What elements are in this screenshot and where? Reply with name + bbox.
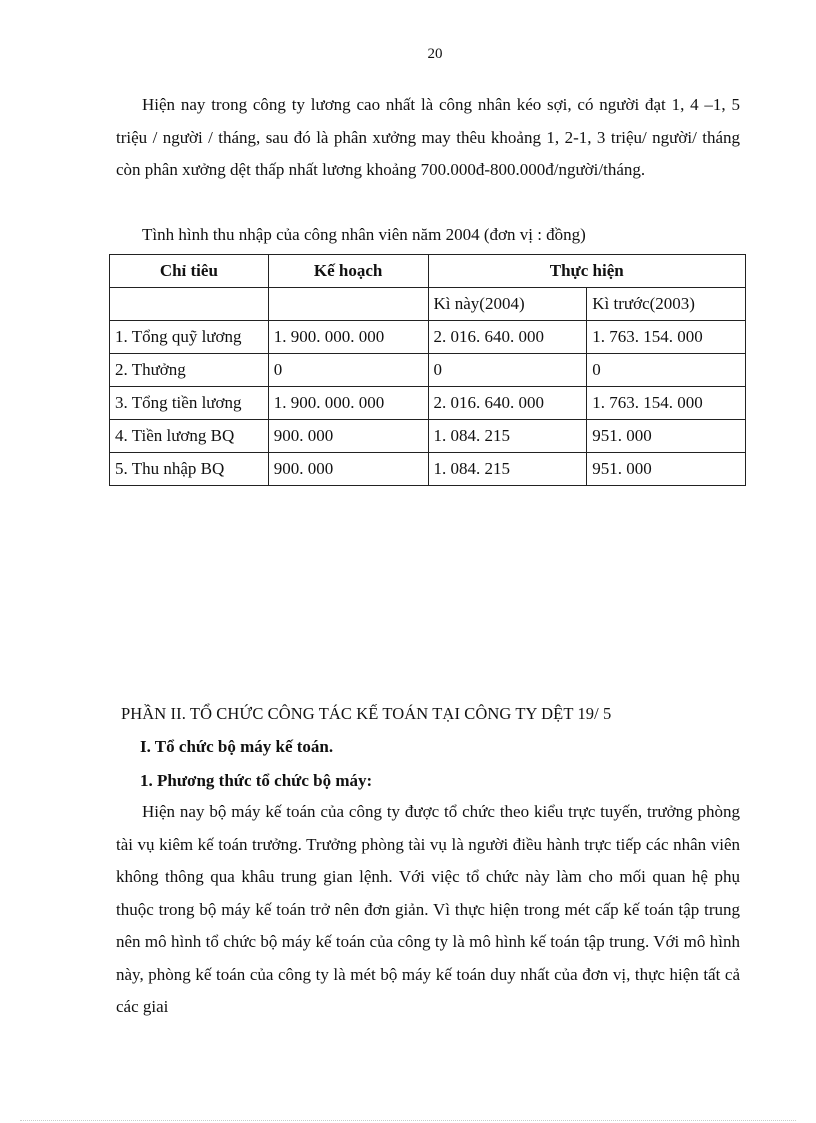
row-plan: 1. 900. 000. 000 bbox=[268, 321, 428, 354]
intro-paragraph: Hiện nay trong công ty lương cao nhất là công nhân kéo sợi, có người đạt 1, 4 –1, 5 triệu / người / tháng, sau đó là phân xưởng may thêu khoảng 1, 2-1, 3 triệu/ người/ tháng còn phân xưởng dệt thấp nhất lương khoảng 700.000đ-800.000đ/người/tháng. bbox=[116, 95, 740, 179]
table-row bbox=[110, 387, 746, 420]
table-row bbox=[110, 321, 746, 354]
row-plan: 0 bbox=[268, 354, 428, 387]
subheader-empty-2 bbox=[268, 288, 428, 321]
subsection-heading: 1. Phương thức tổ chức bộ máy: bbox=[140, 771, 373, 790]
row-previous: 951. 000 bbox=[587, 420, 746, 453]
row-indicator: 1. Tổng quỹ lương bbox=[110, 321, 269, 354]
section-heading: I. Tổ chức bộ máy kế toán. bbox=[140, 737, 334, 756]
table-row bbox=[110, 453, 746, 486]
subheader-empty-1 bbox=[110, 288, 269, 321]
row-previous: 0 bbox=[587, 354, 746, 387]
body-paragraph: Hiện nay bộ máy kế toán của công ty được tổ chức theo kiểu trực tuyến, trưởng phòng tài vụ kiêm kế toán trưởng. Trưởng phòng tài vụ là người điều hành trực tiếp các nhân viên không thông qua khâu trung gian lệnh. Với việc tổ chức này làm cho mối quan hệ phụ thuộc trong bộ máy kế toán trở nên đơn giản. Vì thực hiện trong mét cấp kế toán tập trung nên mô hình tổ chức bộ máy kế toán của công ty là mô hình kế toán tập trung. Với mô hình này, phòng kế toán của công ty là mét bộ máy kế toán duy nhất của đơn vị, thực hiện tất cả các giai bbox=[116, 802, 740, 1016]
page-bottom-divider bbox=[20, 1120, 796, 1121]
row-current: 0 bbox=[428, 354, 587, 387]
row-plan: 900. 000 bbox=[268, 420, 428, 453]
income-table bbox=[109, 254, 746, 486]
row-previous: 1. 763. 154. 000 bbox=[587, 321, 746, 354]
part-heading: PHẦN II. TỔ CHỨC CÔNG TÁC KẾ TOÁN TẠI CÔNG TY DỆT 19/ 5 bbox=[121, 704, 612, 723]
row-indicator: 5. Thu nhập BQ bbox=[110, 453, 269, 486]
row-current: 1. 084. 215 bbox=[428, 453, 587, 486]
table-header-row bbox=[110, 255, 746, 288]
row-plan: 900. 000 bbox=[268, 453, 428, 486]
row-indicator: 2. Thưởng bbox=[110, 354, 269, 387]
header-plan: Kế hoạch bbox=[268, 255, 428, 288]
page-number: 20 bbox=[427, 46, 443, 62]
table-row bbox=[110, 354, 746, 387]
row-current: 2. 016. 640. 000 bbox=[428, 321, 587, 354]
row-indicator: 3. Tổng tiền lương bbox=[110, 387, 269, 420]
row-previous: 951. 000 bbox=[587, 453, 746, 486]
header-indicator: Chỉ tiêu bbox=[110, 255, 269, 288]
row-previous: 1. 763. 154. 000 bbox=[587, 387, 746, 420]
table-caption: Tình hình thu nhập của công nhân viên năm 2004 (đơn vị : đồng) bbox=[142, 225, 586, 244]
table-row bbox=[110, 420, 746, 453]
row-current: 2. 016. 640. 000 bbox=[428, 387, 587, 420]
table-subheader-row bbox=[110, 288, 746, 321]
row-indicator: 4. Tiền lương BQ bbox=[110, 420, 269, 453]
header-previous-period: Kì trước(2003) bbox=[587, 288, 746, 321]
header-actual: Thực hiện bbox=[428, 255, 745, 288]
row-plan: 1. 900. 000. 000 bbox=[268, 387, 428, 420]
row-current: 1. 084. 215 bbox=[428, 420, 587, 453]
header-current-period: Kì này(2004) bbox=[428, 288, 587, 321]
